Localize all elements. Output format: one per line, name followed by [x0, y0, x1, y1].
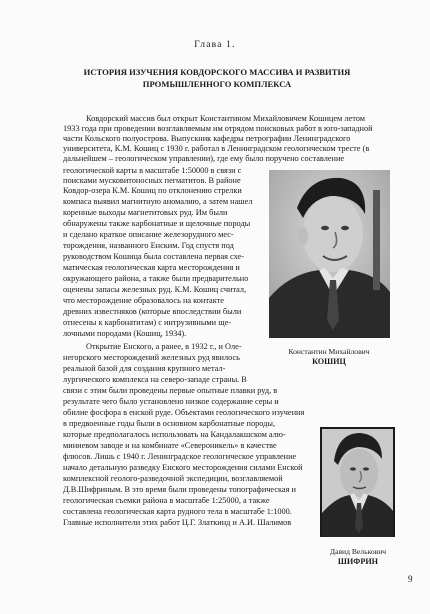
body-line: Главные исполнители этих работ Ц.Г. Златкинд и А.И. Шалимов: [63, 518, 292, 527]
body-line: геологической карты в масштабе 1:50000 в связи с: [63, 166, 242, 175]
body-line: дальнейшем – геологическом управлении), где ему было поручено составление: [63, 154, 345, 163]
body-line: Открытие Енского, а ранее, в 1932 г., и Оле-: [86, 342, 242, 351]
body-line: отнесены к карбонатитам) с интрузивными ще-: [63, 318, 232, 327]
koshits-caption-surname: КОШИЦ: [312, 357, 346, 366]
body-line: которые предполагалось использовать на Кандалакшском алю-: [63, 430, 286, 439]
body-line: реальной базой для создания крупного метал-: [63, 364, 226, 373]
shifrin-caption-surname: ШИФРИН: [337, 557, 379, 566]
body-line: 1933 года при проведении возглавляемым им отрядом поисковых работ в юго-западной: [63, 124, 373, 133]
chapter-heading: Глава 1.: [194, 40, 236, 50]
page-number: 9: [408, 574, 413, 584]
body-line: флюсов. Лишь с 1940 г. Ленинградское геологическое управление: [63, 452, 297, 461]
body-line: результате чего было установлено низкое содержание серы и: [63, 397, 279, 406]
body-line: негорского месторождений железных руд явилось: [63, 353, 240, 362]
shifrin-portrait-image: [320, 427, 395, 537]
body-line: комплексной геолого-разведочной экспедиции, возглавляемой: [63, 474, 283, 483]
body-line: что месторождение образовалось на контакте: [63, 296, 224, 305]
body-line: компаса выявил магнитную аномалию, а затем нашел: [63, 197, 253, 206]
body-line: начало детальную разведку Енского месторождения силами Енской: [63, 463, 303, 472]
body-line: матическая геологическая карта месторождения и: [63, 263, 240, 272]
body-line: лургического комплекса на северо-западе страны. В: [63, 375, 247, 384]
body-line: миниевом заводе и на комбинате «Североникель» в качестве: [63, 441, 277, 450]
shifrin-caption: [312, 547, 404, 567]
body-line: поисками мусковитоносных пегматитов. В районе: [63, 176, 241, 185]
body-line: связи с этим были проведены первые опытные плавки руд, в: [63, 386, 278, 395]
body-line: лочными породами (Кошиц, 1934).: [63, 329, 187, 338]
body-line: Ковдорский массив был открыт Константином Михайловичем Кошицем летом: [86, 114, 365, 123]
body-line: обилие фосфора в енской руде. Объектами геологического изучения: [63, 408, 305, 417]
koshits-caption-name: Константин Михайлович: [288, 347, 370, 356]
body-line: университета, К.М. Кошиц с 1930 г. работал в Ленинградском геологическом тресте (в: [63, 144, 370, 153]
body-line: коренные выходы магнетитовых руд. Им были: [63, 208, 228, 217]
shifrin-caption-name: Давид Велькович: [329, 547, 387, 556]
body-line: обнаружены также карбонатные и щелочные породы: [63, 219, 251, 228]
koshits-portrait-image: [269, 170, 390, 338]
body-line: части Кольского полуострова. Выпускник кафедры петрографии Ленинградского: [63, 134, 351, 143]
koshits-portrait-photo: [269, 170, 390, 338]
body-line: геологическая съемки района в масштабе 1:25000, а также: [63, 496, 270, 505]
body-line: Ковдор-озера К.М. Кошиц по отклонению стрелки: [63, 186, 242, 195]
chapter-title: [62, 66, 372, 90]
body-line: торождения, названного Енским. Год спустя под: [63, 241, 234, 250]
body-line: Д.В.Шифриным. В это время были проведены топографическая и: [63, 485, 296, 494]
chapter-title-line-1: ИСТОРИЯ ИЗУЧЕНИЯ КОВДОРСКОГО МАССИВА И РАЗВИТИЯ: [83, 67, 351, 77]
body-line: составлена геологическая карта рудного тела в масштабе 1:1000.: [63, 507, 292, 516]
body-line: в предвоенные годы были в основном карбонатные породы,: [63, 419, 276, 428]
koshits-caption: [260, 347, 398, 367]
shifrin-portrait-photo: [320, 427, 395, 537]
body-line: древних известняков (которые впоследствии были: [63, 307, 242, 316]
body-line: окружающего района, а также были предварительно: [63, 274, 249, 283]
body-line: и сделано краткое описание железорудного мес-: [63, 230, 234, 239]
chapter-title-line-2: ПРОМЫШЛЕННОГО КОМПЛЕКСА: [142, 79, 292, 89]
body-line: оценены запасы железных руд. К.М. Кошиц считал,: [63, 285, 247, 294]
body-line: руководством Кошица была составлена первая схе-: [63, 252, 244, 261]
